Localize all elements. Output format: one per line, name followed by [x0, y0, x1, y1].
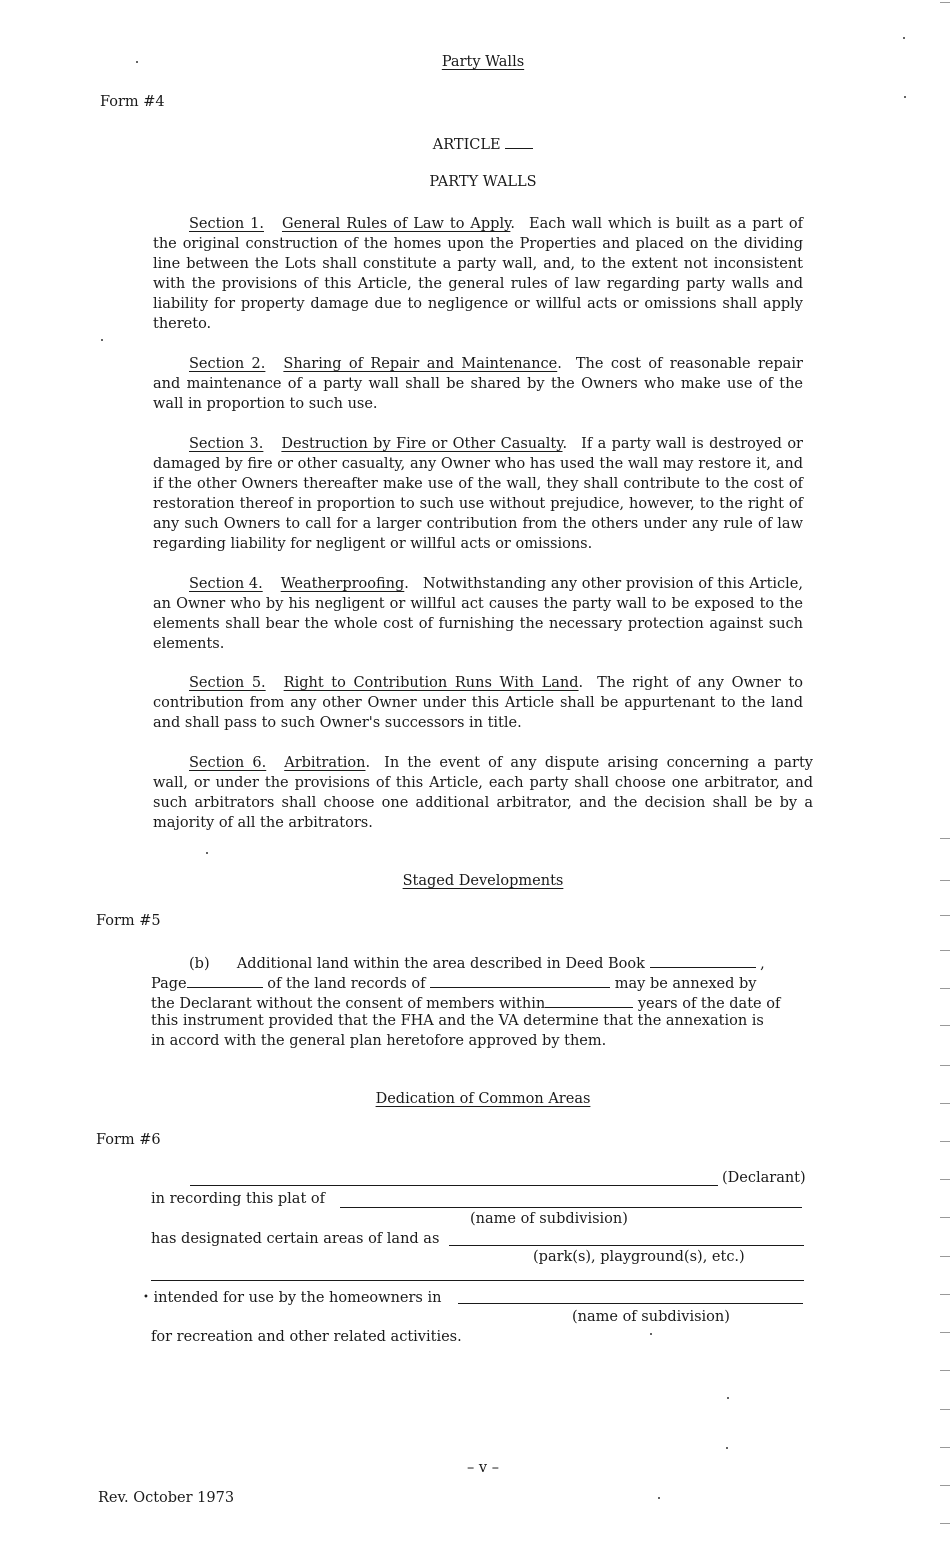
- scan-speck: [650, 1333, 652, 1335]
- scan-speck: [904, 96, 906, 98]
- section-title: Weatherproofing: [280, 576, 405, 592]
- scan-speck: [136, 61, 138, 63]
- scan-speck: [726, 1447, 728, 1449]
- years-text: years of the date of: [637, 996, 781, 1012]
- edge-tick: [940, 1485, 950, 1486]
- edge-tick: [940, 1103, 950, 1104]
- recreation-text: for recreation and other related activities.: [151, 1329, 462, 1345]
- edge-tick: [940, 950, 950, 951]
- recording-text: in recording this plat of: [151, 1191, 325, 1207]
- edge-tick: [940, 1217, 950, 1218]
- header-title: Party Walls: [441, 54, 525, 70]
- form5-line-3: [151, 993, 780, 1012]
- section-title: Destruction by Fire or Other Casualty: [281, 436, 563, 452]
- intended-text: intended for use by the homeowners in: [153, 1290, 442, 1306]
- subdivision-caption-2: (name of subdivision): [572, 1309, 730, 1325]
- edge-tick: [940, 915, 950, 916]
- staged-developments-title: Staged Developments: [402, 873, 564, 889]
- page-blank[interactable]: [187, 973, 263, 988]
- form4-label: Form #4: [100, 94, 165, 110]
- annexed-text: may be annexed by: [614, 976, 757, 992]
- designated-text: has designated certain areas of land as: [151, 1231, 440, 1247]
- section-number: Section 4.: [189, 576, 263, 592]
- areas-continuation-blank[interactable]: [151, 1280, 804, 1281]
- section-number: Section 2.: [189, 356, 266, 372]
- page-label: Page: [151, 976, 187, 992]
- edge-tick: [940, 880, 950, 881]
- party-walls-heading: PARTY WALLS: [429, 174, 537, 190]
- edge-tick: [940, 838, 950, 839]
- section-number: Section 6.: [189, 755, 267, 771]
- section-title: Right to Contribution Runs With Land: [283, 675, 579, 691]
- form6-label: Form #6: [96, 1132, 161, 1148]
- scan-speck: [727, 1397, 729, 1399]
- edge-tick: [940, 1065, 950, 1066]
- page-number: – v –: [467, 1460, 499, 1476]
- plat-subdivision-blank[interactable]: [340, 1207, 802, 1208]
- form5-label: Form #5: [96, 913, 161, 929]
- form5-line-5: in accord with the general plan heretofore approved by them.: [151, 1033, 607, 1049]
- staged-developments-heading: [0, 873, 950, 889]
- scan-speck: [658, 1497, 660, 1499]
- section-text: In the event of any dispute arising concerning a party wall, or under the provisions of this Article, each party shall choose one arbitrator, and such arbitrators shall choose one additional arbitrator, and the decision shall be by a majority of all the arbitrators.: [153, 755, 813, 831]
- edge-tick: [940, 1370, 950, 1371]
- revision-date: Rev. October 1973: [98, 1490, 235, 1506]
- edge-tick: [940, 1294, 950, 1295]
- edge-tick: [940, 988, 950, 989]
- dedication-title: Dedication of Common Areas: [375, 1091, 591, 1107]
- section-2: Section 2. Sharing of Repair and Maintenance. The cost of reasonable repair and maintenance of a party wall shall be shared by the Owners who make use of the wall in proportion to such use.: [153, 356, 803, 412]
- edge-tick: [940, 1409, 950, 1410]
- page-header: [0, 54, 950, 70]
- article-number-blank: [505, 134, 533, 149]
- areas-blank[interactable]: [449, 1245, 804, 1246]
- years-blank[interactable]: [545, 993, 633, 1008]
- section-4: Section 4. Weatherproofing. Notwithstanding any other provision of this Article, an Owner who by his negligent or willful act causes the party wall to be exposed to the elements shall bear the whole cost of furnishing the necessary protection against such elements.: [153, 576, 803, 652]
- section-1: Section 1. General Rules of Law to Apply. Each wall which is built as a part of the original construction of the homes upon the Properties and placed on the dividing line between the Lots shall constitute a party wall, and, to the extent not inconsistent with the provisions of this Article, the general rules of law regarding party walls and liability for property damage due to negligence or willful acts or omissions shall apply thereto.: [153, 216, 803, 332]
- edge-tick: [940, 1256, 950, 1257]
- subdivision-caption: (name of subdivision): [470, 1211, 628, 1227]
- item-marker: (b): [189, 956, 210, 972]
- land-records-blank[interactable]: [430, 973, 610, 988]
- section-title: Sharing of Repair and Maintenance: [283, 356, 558, 372]
- form5-line-4: this instrument provided that the FHA and the VA determine that the annexation is: [151, 1013, 764, 1029]
- land-records-label: of the land records of: [267, 976, 426, 992]
- section-number: Section 3.: [189, 436, 264, 452]
- article-heading: [0, 134, 950, 153]
- section-3: Section 3. Destruction by Fire or Other Casualty. If a party wall is destroyed or damaged by fire or other casualty, any Owner who has used the wall may restore it, and if the other Owners thereafter make use of the wall, they shall contribute to the cost of restoration thereof in proportion to such use without prejudice, however, to the right of any such Owners to call for a larger contribution from the others under any rule of law regarding liability for negligent or willful acts or omissions.: [153, 436, 803, 552]
- edge-tick: [940, 1447, 950, 1448]
- section-5: Section 5. Right to Contribution Runs With Land. The right of any Owner to contribution from any other Owner under this Article shall be appurtenant to the land and shall pass to such Owner's successors in title.: [153, 675, 803, 731]
- form5-line-2: [151, 973, 756, 992]
- section-text: Each wall which is built as a part of the original construction of the homes upon the Properties and placed on the dividing line between the Lots shall constitute a party wall, and, to the extent not inconsistent with the provisions of this Article, the general rules of law regarding party walls and liability for property damage due to negligence or willful acts or omissions shall apply thereto.: [153, 216, 803, 332]
- dedication-heading: [0, 1091, 950, 1107]
- section-text: The right of any Owner to contribution from any other Owner under this Article shall be appurtenant to the land and shall pass to such Owner's successors in title.: [153, 675, 803, 731]
- edge-tick: [940, 2, 950, 3]
- section-number: Section 1.: [189, 216, 264, 232]
- scan-speck: [206, 852, 208, 854]
- edge-tick: [940, 1025, 950, 1026]
- form5-line-1: (b) Additional land within the area described in Deed Book ,: [189, 953, 765, 972]
- deed-book-blank[interactable]: [650, 953, 756, 968]
- edge-tick: [940, 1179, 950, 1180]
- edge-tick: [940, 1523, 950, 1524]
- declarant-text: the Declarant without the consent of members within: [151, 996, 546, 1012]
- section-title: Arbitration: [284, 755, 366, 771]
- edge-tick: [940, 1141, 950, 1142]
- areas-caption: (park(s), playground(s), etc.): [533, 1249, 745, 1265]
- form5-line-1-text: Additional land within the area described in Deed Book: [236, 956, 645, 972]
- scan-speck: [101, 339, 103, 341]
- scan-speck: [903, 37, 905, 39]
- intended-line: • intended for use by the homeowners in: [143, 1290, 442, 1306]
- homeowners-subdivision-blank[interactable]: [458, 1303, 803, 1304]
- section-number: Section 5.: [189, 675, 266, 691]
- section-title: General Rules of Law to Apply: [281, 216, 511, 232]
- section-6: Section 6. Arbitration. In the event of any dispute arising concerning a party wall, or under the provisions of this Article, each party shall choose one arbitrator, and such arbitrators shall choose one additional arbitrator, and the decision shall be by a majority of all the arbitrators.: [153, 755, 813, 831]
- section-text: The cost of reasonable repair and maintenance of a party wall shall be shared by the Owners who make use of the wall in proportion to such use.: [153, 356, 803, 412]
- declarant-caption: (Declarant): [722, 1170, 806, 1186]
- section-text: If a party wall is destroyed or damaged by fire or other casualty, any Owner who has used the wall may restore it, and if the other Owners thereafter make use of the wall, they shall contribute to the cost of restoration thereof in proportion to such use without prejudice, however, to the right of any such Owners to call for a larger contribution from the others under any rule of law regarding liability for negligent or willful acts or omissions.: [153, 436, 803, 552]
- article-label: ARTICLE: [432, 137, 501, 153]
- declarant-blank[interactable]: [190, 1185, 718, 1186]
- edge-tick: [940, 1332, 950, 1333]
- section-text: Notwithstanding any other provision of this Article, an Owner who by his negligent or willful act causes the party wall to be exposed to the elements shall bear the whole cost of furnishing the necessary protection against such elements.: [153, 576, 803, 652]
